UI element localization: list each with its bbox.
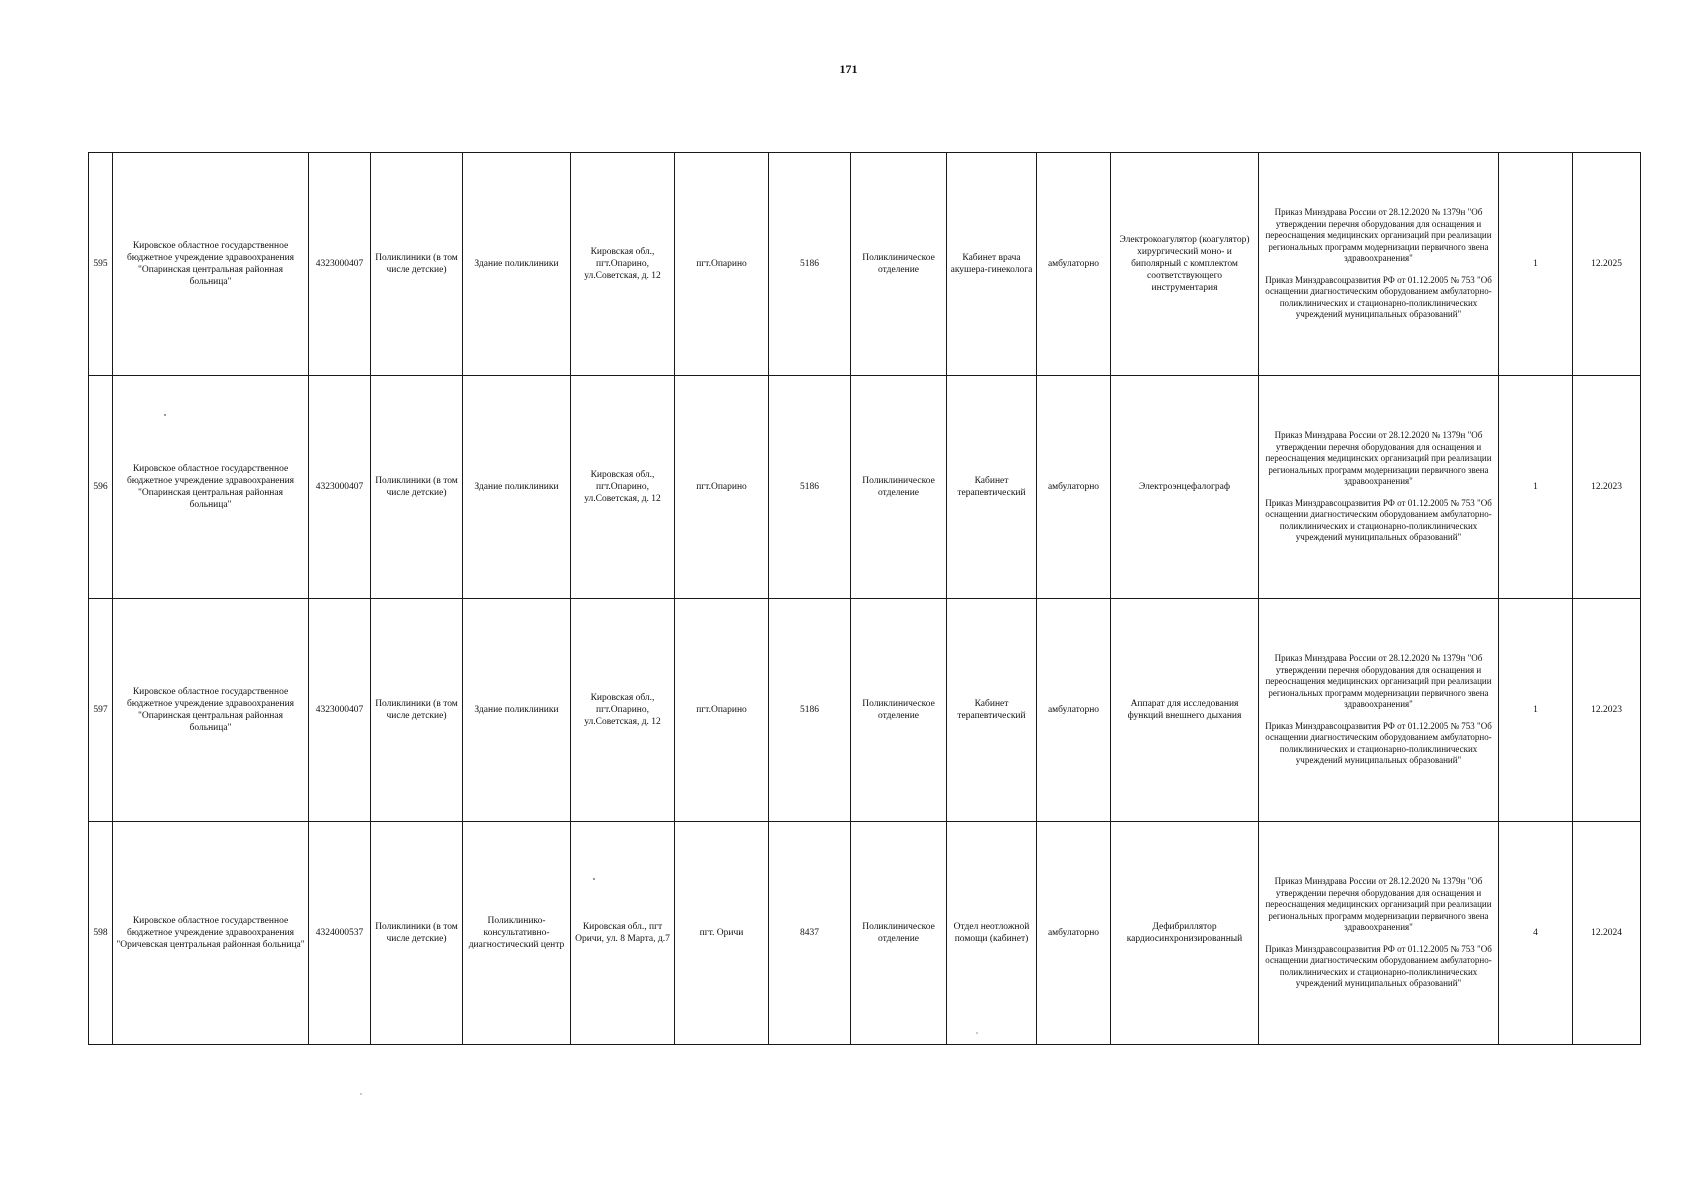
legal-basis-order-1: Приказ Минздрава России от 28.12.2020 № 1379н "Об утверждении перечня оборудования для оснащения и переоснащения медицинских организаций при реализации региональных программ модернизации первичного звена здравоохранения" — [1265, 653, 1492, 710]
legal-basis — [1259, 822, 1499, 1045]
page-number: 171 — [839, 62, 858, 76]
legal-basis-order-1: Приказ Минздрава России от 28.12.2020 № 1379н "Об утверждении перечня оборудования для оснащения и переоснащения медицинских организаций при реализации региональных программ модернизации первичного звена здравоохранения" — [1265, 430, 1492, 487]
care-form: амбулаторно — [1037, 376, 1111, 599]
inn: 4323000407 — [309, 599, 371, 822]
facility-type: Поликлиники (в том числе детские) — [371, 822, 463, 1045]
table-row — [89, 376, 1641, 599]
scan-speck — [164, 414, 166, 416]
locality: пгт.Опарино — [675, 153, 769, 376]
locality: пгт.Опарино — [675, 599, 769, 822]
deadline: 12.2023 — [1573, 376, 1641, 599]
legal-basis — [1259, 153, 1499, 376]
quantity: 1 — [1499, 376, 1573, 599]
legal-basis — [1259, 376, 1499, 599]
table-row — [89, 153, 1641, 376]
deadline: 12.2025 — [1573, 153, 1641, 376]
building: Поликлинико-консультативно-диагностический центр — [463, 822, 571, 1045]
address: Кировская обл., пгт.Опарино, ул.Советская, д. 12 — [571, 599, 675, 822]
department: Поликлиническое отделение — [851, 153, 947, 376]
equipment-registry-table — [88, 152, 1641, 1045]
population: 5186 — [769, 599, 851, 822]
inn: 4324000537 — [309, 822, 371, 1045]
quantity: 4 — [1499, 822, 1573, 1045]
address: Кировская обл., пгт Оричи, ул. 8 Марта, д.7 — [571, 822, 675, 1045]
table-row — [89, 599, 1641, 822]
locality: пгт.Опарино — [675, 376, 769, 599]
care-form: амбулаторно — [1037, 822, 1111, 1045]
row-number: 598 — [89, 822, 113, 1045]
quantity: 1 — [1499, 599, 1573, 822]
population: 5186 — [769, 153, 851, 376]
address: Кировская обл., пгт.Опарино, ул.Советская, д. 12 — [571, 153, 675, 376]
row-number: 597 — [89, 599, 113, 822]
legal-basis-order-2: Приказ Минздравсоцразвития РФ от 01.12.2005 № 753 "Об оснащении диагностическим оборудованием амбулаторно-поликлинических и стационарно-поликлинических учреждений муниципальных образований" — [1265, 497, 1492, 543]
equipment: Электрокоагулятор (коагулятор) хирургический моно- и биполярный с комплектом соответствующего инструментария — [1111, 153, 1259, 376]
row-number: 595 — [89, 153, 113, 376]
quantity: 1 — [1499, 153, 1573, 376]
scan-speck — [593, 878, 595, 880]
population: 5186 — [769, 376, 851, 599]
department: Поликлиническое отделение — [851, 376, 947, 599]
legal-basis-order-2: Приказ Минздравсоцразвития РФ от 01.12.2005 № 753 "Об оснащении диагностическим оборудованием амбулаторно-поликлинических и стационарно-поликлинических учреждений муниципальных образований" — [1265, 274, 1492, 320]
organization-name: Кировское областное государственное бюджетное учреждение здравоохранения "Опаринская центральная районная больница" — [113, 153, 309, 376]
scan-speck — [360, 1093, 362, 1095]
room: Кабинет врача акушера-гинеколога — [947, 153, 1037, 376]
building: Здание поликлиники — [463, 599, 571, 822]
legal-basis-order-2: Приказ Минздравсоцразвития РФ от 01.12.2005 № 753 "Об оснащении диагностическим оборудованием амбулаторно-поликлинических и стационарно-поликлинических учреждений муниципальных образований" — [1265, 943, 1492, 989]
room: Кабинет терапевтический — [947, 599, 1037, 822]
equipment: Дефибриллятор кардиосинхронизированный — [1111, 822, 1259, 1045]
building: Здание поликлиники — [463, 153, 571, 376]
legal-basis-order-2: Приказ Минздравсоцразвития РФ от 01.12.2005 № 753 "Об оснащении диагностическим оборудованием амбулаторно-поликлинических и стационарно-поликлинических учреждений муниципальных образований" — [1265, 720, 1492, 766]
facility-type: Поликлиники (в том числе детские) — [371, 376, 463, 599]
facility-type: Поликлиники (в том числе детские) — [371, 599, 463, 822]
deadline: 12.2024 — [1573, 822, 1641, 1045]
care-form: амбулаторно — [1037, 153, 1111, 376]
organization-name: Кировское областное государственное бюджетное учреждение здравоохранения "Опаринская центральная районная больница" — [113, 599, 309, 822]
row-number: 596 — [89, 376, 113, 599]
equipment: Аппарат для исследования функций внешнего дыхания — [1111, 599, 1259, 822]
department: Поликлиническое отделение — [851, 599, 947, 822]
population: 8437 — [769, 822, 851, 1045]
facility-type: Поликлиники (в том числе детские) — [371, 153, 463, 376]
deadline: 12.2023 — [1573, 599, 1641, 822]
organization-name: Кировское областное государственное бюджетное учреждение здравоохранения "Опаринская центральная районная больница" — [113, 376, 309, 599]
locality: пгт. Оричи — [675, 822, 769, 1045]
address: Кировская обл., пгт.Опарино, ул.Советская, д. 12 — [571, 376, 675, 599]
equipment: Электроэнцефалограф — [1111, 376, 1259, 599]
organization-name: Кировское областное государственное бюджетное учреждение здравоохранения "Оричевская центральная районная больница" — [113, 822, 309, 1045]
building: Здание поликлиники — [463, 376, 571, 599]
room: Кабинет терапевтический — [947, 376, 1037, 599]
department: Поликлиническое отделение — [851, 822, 947, 1045]
care-form: амбулаторно — [1037, 599, 1111, 822]
table-row — [89, 822, 1641, 1045]
room: Отдел неотложной помощи (кабинет) — [947, 822, 1037, 1045]
scan-speck — [976, 1032, 978, 1034]
legal-basis-order-1: Приказ Минздрава России от 28.12.2020 № 1379н "Об утверждении перечня оборудования для оснащения и переоснащения медицинских организаций при реализации региональных программ модернизации первичного звена здравоохранения" — [1265, 876, 1492, 933]
legal-basis-order-1: Приказ Минздрава России от 28.12.2020 № 1379н "Об утверждении перечня оборудования для оснащения и переоснащения медицинских организаций при реализации региональных программ модернизации первичного звена здравоохранения" — [1265, 207, 1492, 264]
legal-basis — [1259, 599, 1499, 822]
inn: 4323000407 — [309, 376, 371, 599]
inn: 4323000407 — [309, 153, 371, 376]
